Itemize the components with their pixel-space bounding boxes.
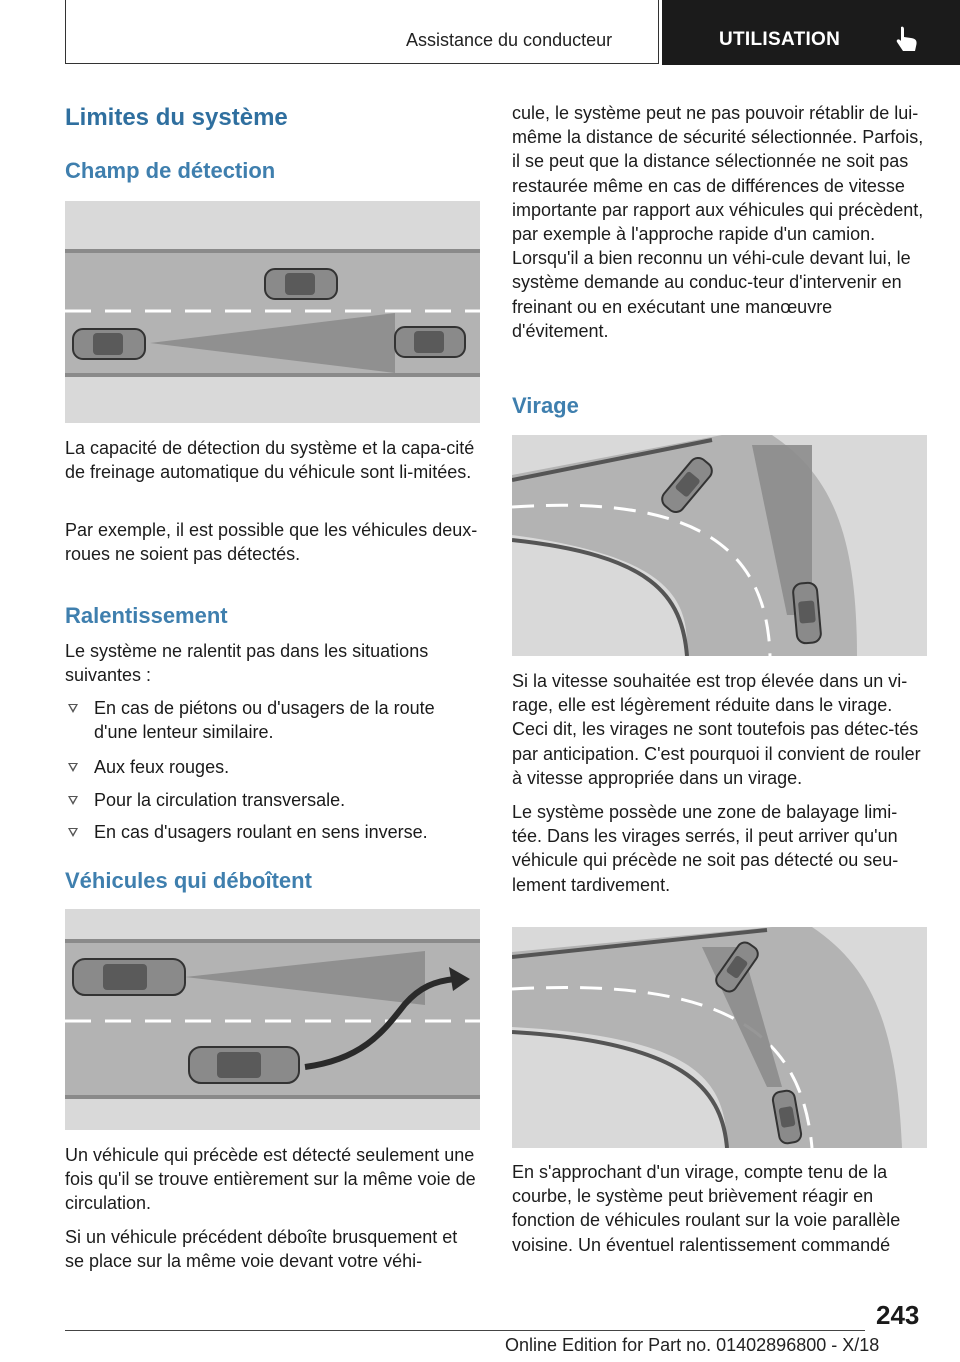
triangle-bullet-icon	[68, 828, 78, 837]
heading-vehicules-deboitent: Véhicules qui déboîtent	[65, 868, 312, 893]
triangle-bullet-icon	[68, 796, 78, 805]
list-item: Pour la circulation transversale.	[65, 788, 480, 812]
header-left-rule	[65, 0, 66, 64]
paragraph-approaching-curve: En s'approchant d'un virage, compte tenu de la courbe, le système peut brièvement réagir en fonction de véhicules roulant sur la voie parallèle voisine. Un éventuel ralentissement commandé	[512, 1162, 901, 1255]
paragraph-two-wheelers: Par exemple, il est possible que les véhicules deux-roues ne soient pas détectés.	[65, 520, 478, 565]
triangle-bullet-icon	[68, 763, 78, 772]
paragraph-limited-scan-zone: Le système possède une zone de balayage limi-tée. Dans les virages serrés, il peut arriver qu'un véhicule qui précède ne soit pas détecté ou seu-lement tardivement.	[512, 802, 899, 895]
figure-curve-fast	[512, 435, 927, 656]
paragraph-sudden-cut-in: Si un véhicule précédent déboîte brusquement et se place sur la même voie devant votre véhi-	[65, 1227, 458, 1272]
page-title: Limites du système	[65, 104, 288, 131]
chapter-label: UTILISATION	[719, 29, 841, 50]
car-ahead	[792, 582, 821, 644]
figure-curve-tight	[512, 927, 927, 1148]
list-item: En cas d'usagers roulant en sens inverse.	[65, 820, 480, 844]
paragraph-detection-capacity: La capacité de détection du système et la capa-cité de freinage automatique du véhicule sont li-mitées.	[65, 438, 475, 483]
header-section-title: Assistance du conducteur	[406, 30, 613, 50]
paragraph-curve-speed: Si la vitesse souhaitée est trop élevée dans un vi-rage, elle est légèrement réduite dans le virage. Ceci dit, les virages ne sont toutefois pas détec-tés par anticipation. C'est pourquoi il convient de rouler à vitesse appropriée dans un virage.	[512, 671, 921, 788]
list-item: Aux feux rouges.	[65, 755, 480, 779]
list-item: En cas de piétons ou d'usagers de la route d'une lenteur similaire.	[65, 696, 480, 744]
header-mid-rule	[658, 0, 659, 64]
heading-ralentissement: Ralentissement	[65, 603, 228, 628]
car-own	[73, 329, 145, 359]
paragraph-cut-in-continued: cule, le système peut ne pas pouvoir rétablir de lui-même la distance de sécurité sélectionnée. Parfois, il se peut que la distance sélectionnée ne soit pas restaurée même en cas de différences de vitesse importante par rapport aux véhicules qui précèdent, par exemple à l'approche rapide d'un camion. Lorsqu'il a bien reconnu un véhi-cule devant lui, le système demande au conduc-teur d'intervenir en freinant ou en exécutant une manœuvre d'évitement.	[512, 103, 924, 341]
header-bottom-rule	[65, 63, 658, 64]
car-ahead	[395, 327, 465, 357]
heading-champ-detection: Champ de détection	[65, 158, 276, 183]
page-number: 243	[876, 1300, 920, 1330]
hand-pointer-icon	[894, 25, 920, 53]
car-left-lane	[265, 269, 337, 299]
car-cutting-in	[189, 1047, 299, 1083]
triangle-bullet-icon	[68, 704, 78, 713]
car-own	[73, 959, 185, 995]
footer-rule	[65, 1330, 865, 1331]
paragraph-slowdown-intro: Le système ne ralentit pas dans les situations suivantes :	[65, 641, 429, 686]
paragraph-detected-when-in-lane: Un véhicule qui précède est détecté seulement une fois qu'il se trouve entièrement sur la même voie de circulation.	[65, 1145, 476, 1214]
figure-cut-in-vehicle	[65, 909, 480, 1130]
chapter-tab[interactable]	[662, 0, 960, 65]
heading-virage: Virage	[512, 393, 579, 418]
slowdown-list	[65, 696, 480, 844]
figure-detection-field	[65, 201, 480, 423]
footer-edition: Online Edition for Part no. 01402896800 - X/18	[505, 1335, 880, 1355]
